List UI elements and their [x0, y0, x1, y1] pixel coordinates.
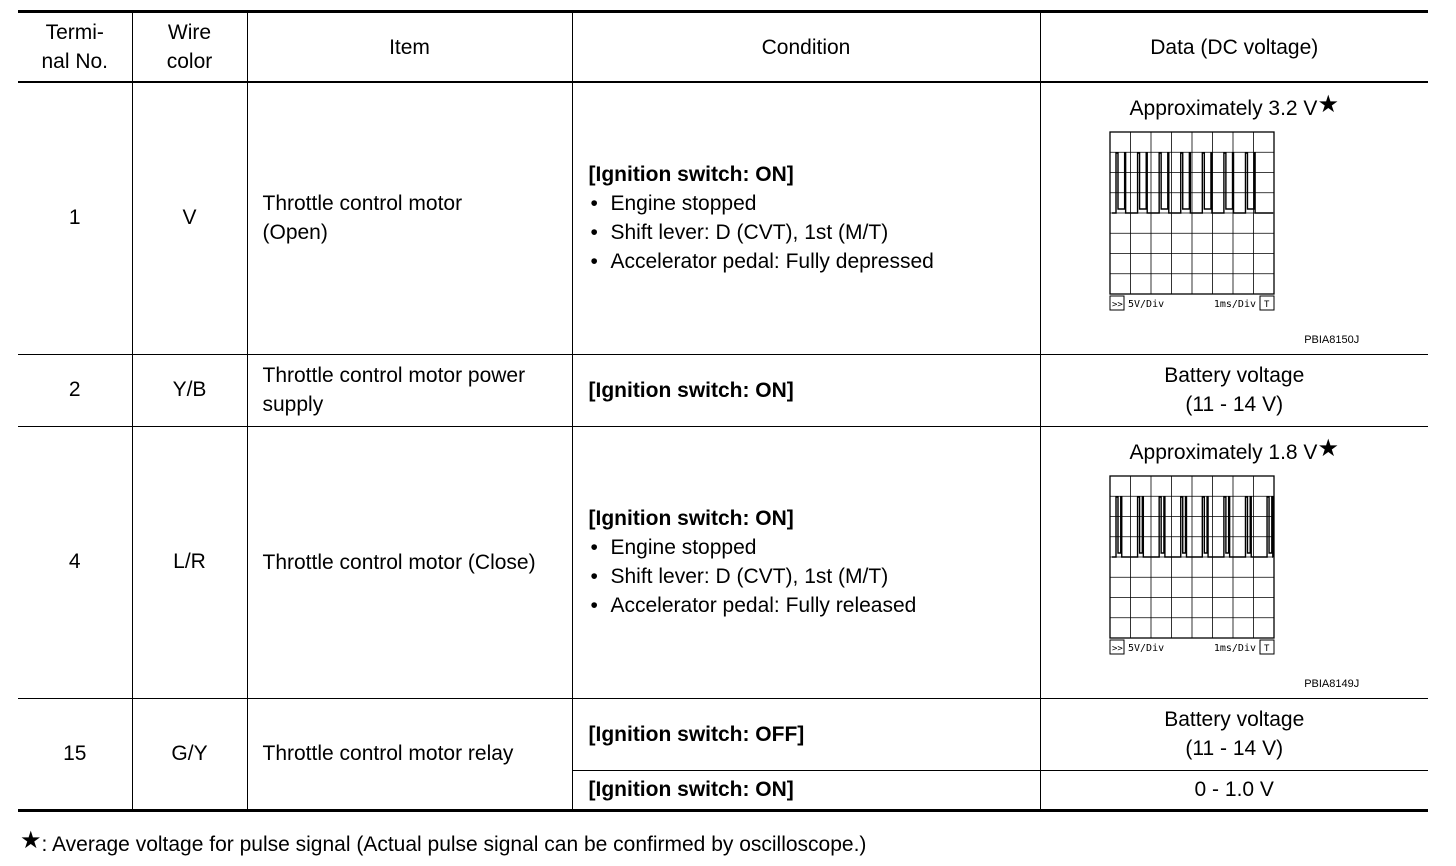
condition-list — [589, 189, 1040, 276]
scope-trace — [1112, 497, 1273, 557]
terminal-no-cell: 2 — [18, 354, 132, 426]
star-icon: ★ — [1317, 435, 1339, 462]
scope-trigger-label: T — [1264, 644, 1270, 654]
header-data: Data (DC voltage) — [1040, 12, 1428, 83]
terminal-data-table — [18, 10, 1428, 812]
data-cell: 0 - 1.0 V — [1040, 770, 1428, 810]
scope-volt-div-label: 5V/Div — [1128, 643, 1165, 654]
data-cell — [1040, 426, 1428, 698]
data-cell: Battery voltage (11 - 14 V) — [1040, 698, 1428, 770]
condition-bullet: • Shift lever: D (CVT), 1st (M/T) — [589, 218, 1040, 247]
condition-heading: [Ignition switch: ON] — [588, 378, 794, 402]
condition-heading: [Ignition switch: OFF] — [588, 722, 805, 746]
scope-volt-div-label: 5V/Div — [1128, 299, 1165, 311]
table-row — [18, 426, 1428, 698]
header-condition: Condition — [572, 12, 1040, 83]
star-icon: ★ — [20, 827, 42, 854]
condition-cell — [572, 354, 1040, 426]
scope-time-div-label: 1ms/Div — [1214, 643, 1257, 654]
wire-color-cell: Y/B — [132, 354, 247, 426]
item-cell: Throttle control motor (Open) — [247, 82, 572, 354]
oscilloscope-waveform — [1109, 475, 1275, 656]
header-terminal-no: Termi- nal No. — [18, 12, 132, 83]
condition-heading: [Ignition switch: ON] — [588, 507, 794, 530]
terminal-no-cell: 1 — [18, 82, 132, 354]
figure-code: PBIA8150J — [1304, 334, 1360, 347]
oscilloscope-waveform — [1109, 131, 1275, 312]
condition-heading: [Ignition switch: ON] — [588, 778, 794, 801]
condition-list — [589, 533, 1040, 620]
item-cell: Throttle control motor relay — [247, 698, 572, 810]
condition-cell — [572, 770, 1040, 810]
oscilloscope-figure — [1109, 131, 1359, 346]
footnote: ★: Average voltage for pulse signal (Actual pulse signal can be confirmed by oscilloscope.) — [20, 827, 867, 856]
terminal-no-cell: 15 — [18, 698, 132, 810]
data-cell — [1040, 82, 1428, 354]
header-wire-color: Wire color — [132, 12, 247, 83]
condition-cell — [572, 82, 1040, 354]
figure-code: PBIA8149J — [1304, 678, 1360, 690]
average-voltage: Approximately 3.2 V★ — [1129, 91, 1339, 121]
scope-trigger-label: T — [1264, 300, 1270, 311]
wire-color-cell: V — [132, 82, 247, 354]
star-icon: ★ — [1317, 91, 1339, 119]
terminal-no-cell: 4 — [18, 426, 132, 698]
scope-time-div-label: 1ms/Div — [1214, 299, 1257, 311]
wire-color-cell: G/Y — [132, 698, 247, 810]
condition-bullet: • Engine stopped — [589, 189, 1040, 218]
item-cell: Throttle control motor power supply — [247, 354, 572, 426]
condition-bullet: • Accelerator pedal: Fully depressed — [589, 247, 1040, 276]
table-row — [18, 354, 1428, 426]
header-item: Item — [247, 12, 572, 83]
condition-cell — [572, 698, 1040, 770]
average-voltage: Approximately 1.8 V★ — [1129, 435, 1339, 464]
header-row — [18, 12, 1428, 83]
scope-trace — [1112, 153, 1273, 213]
condition-bullet: • Shift lever: D (CVT), 1st (M/T) — [589, 562, 1040, 591]
item-cell: Throttle control motor (Close) — [247, 426, 572, 698]
wire-color-cell: L/R — [132, 426, 247, 698]
data-cell: Battery voltage (11 - 14 V) — [1040, 354, 1428, 426]
scope-left-box-label: >> — [1112, 644, 1124, 654]
condition-cell — [572, 426, 1040, 698]
table-row — [18, 82, 1428, 354]
condition-bullet: • Accelerator pedal: Fully released — [589, 591, 1040, 620]
condition-heading: [Ignition switch: ON] — [588, 163, 794, 187]
condition-bullet: • Engine stopped — [589, 533, 1040, 562]
scope-left-box-label: >> — [1112, 300, 1124, 311]
oscilloscope-figure — [1109, 475, 1359, 690]
table-row — [18, 698, 1428, 770]
